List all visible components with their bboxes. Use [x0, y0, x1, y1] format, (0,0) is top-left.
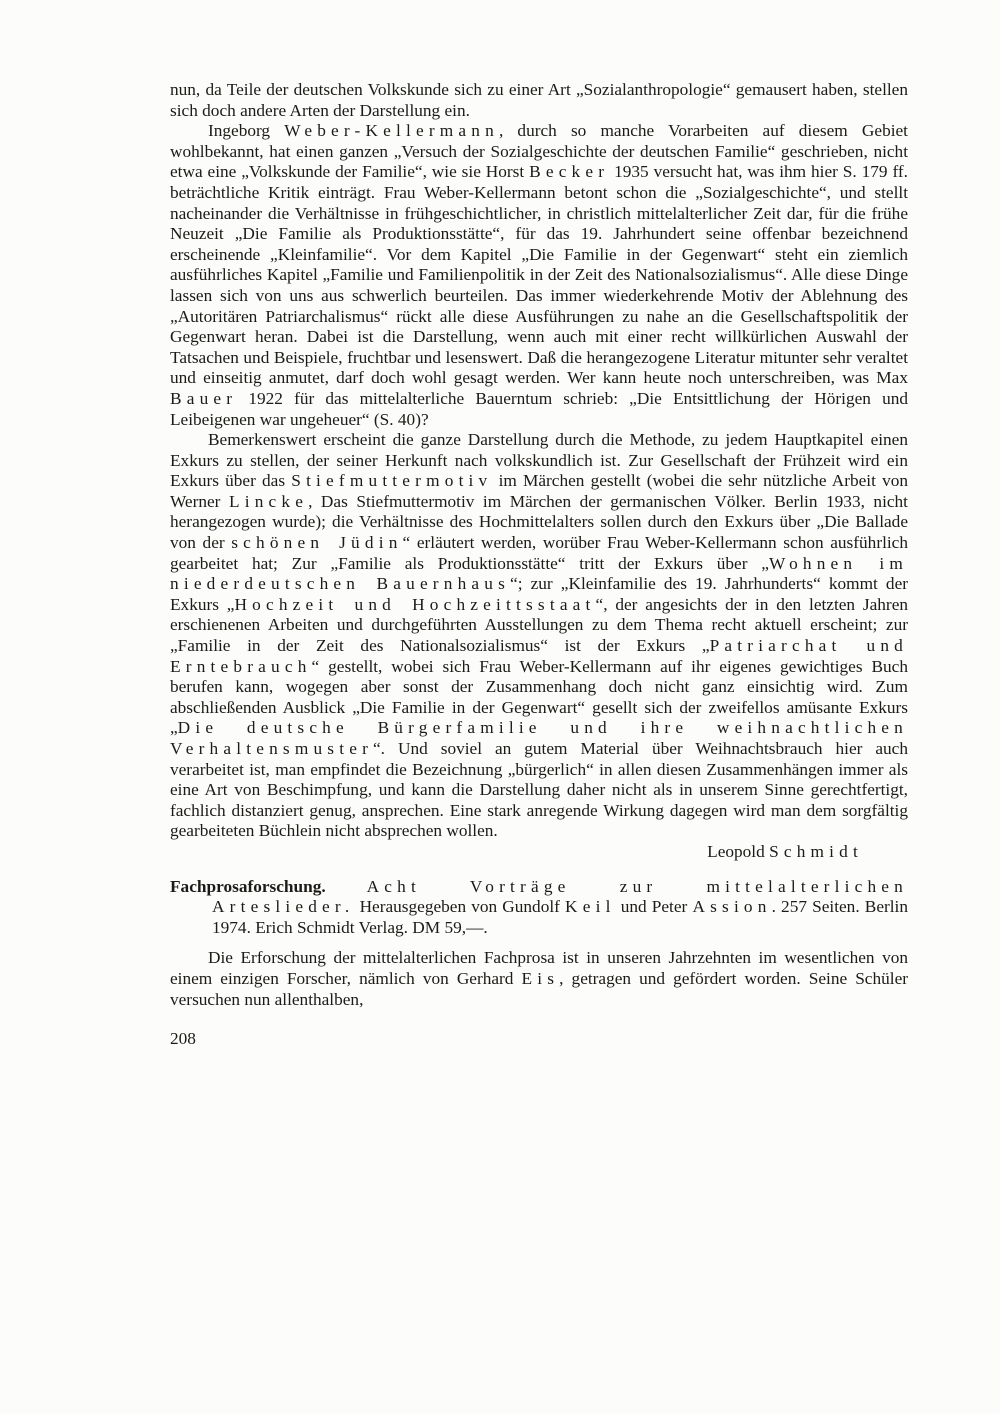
body-text: und Peter [615, 897, 693, 917]
body-text: Herausgegeben von Gundolf [354, 897, 566, 917]
bold-text: Fachprosaforschung. [170, 876, 367, 896]
letterspaced-text: Wohnen im niederdeutschen Bauernhaus [170, 553, 909, 594]
reviewer-signature [170, 842, 908, 863]
paragraph-weber-kellermann-review [170, 121, 908, 430]
paragraph-continuation-volkskunde [170, 80, 908, 121]
page-number: 208 [170, 1029, 196, 1049]
body-text: “ erläutert werden, worüber Frau Weber-Kellermann schon ausführlich gearbeitet hat; Zur „Familie als Produktionsstätte“ tritt der Exkurs über „ [170, 533, 908, 573]
body-text: Leopold [707, 841, 770, 861]
letterspaced-text: Die deutsche Bürgerfamilie und ihre weihnachtlichen Verhaltensmuster [170, 718, 908, 758]
body-text: “; zur „Kleinfamilie des 19. Jahrhunderts“ kommt der Exkurs „ [170, 574, 908, 614]
body-text: , durch so manche Vorarbeiten auf diesem Gebiet wohlbekannt, hat einen ganzen „Versuch der Sozialgeschichte der deutschen Familie“ geschrieben, nicht etwa eine „Volkskunde der Familie“, wie sie Horst [170, 121, 908, 182]
letterspaced-text: Stiefmuttermotiv [291, 471, 493, 491]
paragraph-exkurse-methode [170, 430, 908, 842]
body-text: , getragen und gefördert worden. Seine Schüler versuchen nun allenthalben, [170, 968, 908, 1009]
letterspaced-text: Becker [529, 162, 610, 182]
letterspaced-text: Eis [521, 968, 560, 988]
letterspaced-text: Patriarchat und Erntebrauch [170, 636, 908, 676]
letterspaced-text: Keil [565, 897, 616, 917]
letterspaced-text: Assion [692, 897, 772, 917]
paragraph-fachprosa-first [170, 948, 908, 1010]
letterspaced-text: Acht Vorträge zur mittelalterlichen Arteslieder. [212, 876, 908, 917]
body-text: nun, da Teile der deutschen Volkskunde sich zu einer Art „Sozialanthropologie“ gemausert haben, stellen sich doch andere Arten der Darstellung ein. [170, 80, 908, 120]
body-text: Ingeborg [208, 121, 285, 141]
book-citation-heading-fachprosaforschung [170, 877, 908, 939]
body-text: im Märchen gestellt (wobei die sehr nützliche Arbeit von Werner [170, 471, 908, 511]
page-text-block [170, 80, 908, 1050]
letterspaced-text: Hochzeit und Hochzeittsstaat [234, 594, 596, 614]
body-text: . 257 Seiten. Berlin 1974. Erich Schmidt Verlag. DM 59,—. [212, 897, 908, 937]
body-text: 1922 für das mittelalterliche Bauerntum schrieb: „Die Entsittlichung der Hörigen und Leibeigenen war ungeheuer“ (S. 40)? [170, 388, 908, 429]
body-text: “ gestellt, wobei sich Frau Weber-Kellermann auf ihr eigenes gewichtiges Buch berufen kann, wogegen aber sonst der Zusammenhang doch nicht ganz einsichtig wird. Zum abschließenden Ausblick „Die Familie in der Gegenwart“ gesellt sich der zweifellos amüsante Exkurs „ [170, 656, 908, 738]
body-text: Die Erforschung der mittelalterlichen Fachprosa ist in unseren Jahrzehnten im wesentlichen von einem einzigen Forscher, nämlich von Gerhard [170, 948, 908, 988]
letterspaced-text: Weber-Kellermann [284, 121, 499, 141]
body-text: , Das Stiefmuttermotiv im Märchen der germanischen Völker. Berlin 1933, nicht herangezogen wurde); die Verhältnisse des Hochmittelalters sollen durch den Exkurs über „Die Ballade von der [170, 491, 908, 553]
letterspaced-text: Lincke [228, 491, 309, 511]
body-text: “, der angesichts der in den letzten Jahren erschienenen Arbeiten und durchgeführten Ausstellungen zu dem Thema recht aktuell erscheint; zur „Familie in der Zeit des Nationalsozialismus“ ist der Exkurs „ [170, 594, 909, 656]
body-text: “. Und soviel an gutem Material über Weihnachtsbrauch hier auch verarbeitet ist, man empfindet die Bezeichnung „bürgerlich“ in allen diesen Zusammenhängen immer als eine Art von Beschimpfung, und kann die Darstellung daher nicht als in unserem Sinne gerechtfertigt, fachlich distanziert genug, ansprechen. Eine stark anregende Wirkung dagegen wird man dem sorgfältig gearbeiteten Büchlein nicht absprechen wollen. [170, 739, 908, 841]
letterspaced-text: Schmidt [769, 841, 863, 861]
body-text: Bemerkenswert erscheint die ganze Darstellung durch die Methode, zu jedem Hauptkapitel einen Exkurs zu stellen, der seiner Herkunft nach volkskundlich ist. Zur Gesellschaft der Frühzeit wird ein Exkurs über das [170, 430, 908, 491]
body-text: 1935 versucht hat, was ihm hier S. 179 ff. beträchtliche Kritik einträgt. Frau Weber-Kellermann betont schon die „Sozialgeschichte“, und stellt nacheinander die Verhältnisse in frühgeschichtlicher, in christlich mittelalterlicher Zeit dar, für die frühe Neuzeit „Die Familie als Produktionsstätte“, für das 19. Jahrhundert seine offenbar bezeichnend erscheinende „Kleinfamilie“. Vor dem Kapitel „Die Familie in der Gegenwart“ steht ein ziemlich ausführliches Kapitel „Familie und Familienpolitik in der Zeit des Nationalsozialismus“. Alle diese Dinge lassen sich von uns aus schwerlich beurteilen. Das immer wiederkehrende Motiv der Ablehnung des „Autoritären Patriarchalismus“ rückt alle diese Ausführungen zu nahe an die Gesellschaftspolitik der Gegenwart heran. Dabei ist die Darstellung, wenn auch mit einer recht willkürlichen Auswahl der Tatsachen und Beispiele, fruchtbar und lesenswert. Daß die herangezogene Literatur mitunter sehr veraltet und einseitig anmutet, darf doch wohl gesagt werden. Wer kann heute noch unterschreiben, was Max [170, 162, 908, 388]
letterspaced-text: Bauer [170, 388, 238, 408]
letterspaced-text: schönen Jüdin [231, 533, 403, 553]
